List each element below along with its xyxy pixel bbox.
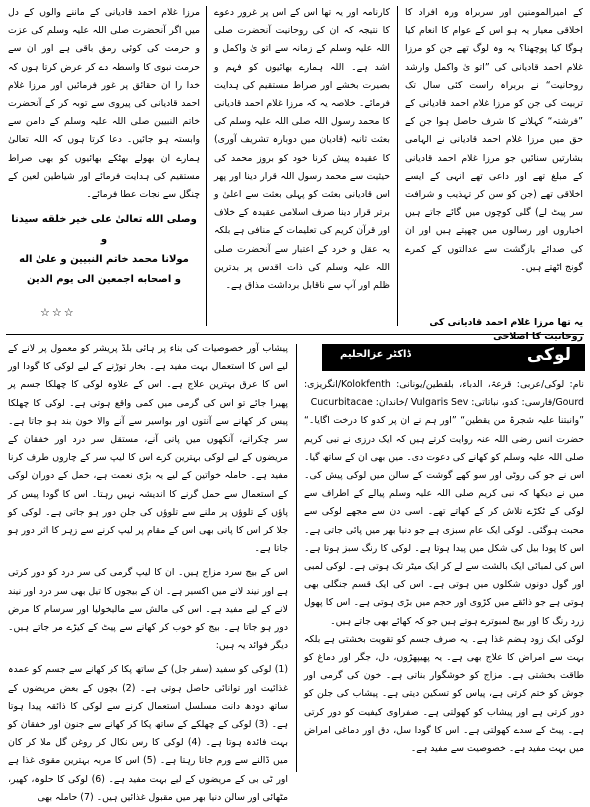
closing-arabic-1: وصلى الله تعالىٰ على خير خلقه سيدنا و bbox=[11, 214, 197, 246]
top-footer-note: یہ تھا مرزا غلام احمد قادیانی کی روحانیت کا اصلاحی bbox=[429, 317, 583, 342]
closing-arabic-2: مولانا محمد خاتم النبيين و علىٰ اله bbox=[19, 254, 189, 266]
article-author: ڈاکٹر عزالحلیم bbox=[340, 349, 411, 360]
closing-arabic-3: و اصحابه اجمعين الى يوم الدين bbox=[27, 274, 181, 286]
article-left-paragraph-3: (1) لوکی کو سفید (سفر جل) کے ساتھ پکا کر کھانے سے جسم کو عمدہ غذائیت اور توانائی حاصل ہوتی ہے۔ (2) بچوں کے بعض مریضوں کے ساتھ دودھ دانت مسلسل استعمال کرنے سے لوکی کا ذائقہ پیدا ہوتا ہے۔ (3) لوکی کے چھلکے کے ساتھ پکا کر کھانے سے جنون اور خفقان کو بہت فائدہ ہوتا ہے۔ (4) لوکی کا رس نکال کر روغن گل ملا کر کان میں ڈالنے سے ورم جاتا رہتا ہے۔ (5) اس کا مربہ بہترین مقوی غذا ہے اور ٹی بی کے مریضوں کے لیے بہت مفید ہے۔ (6) لوکی کا حلوہ، کھیر، مٹھائی اور سالن دنیا بھر میں مقبول غذائیں ہیں۔ (7) حاملہ بھی bbox=[8, 664, 289, 803]
separator-stars: ☆☆☆ bbox=[40, 306, 76, 319]
article-title: لوکی bbox=[526, 345, 571, 365]
top-divider-1 bbox=[397, 6, 398, 326]
top-column-right bbox=[405, 4, 583, 310]
top-column-middle-text: کارنامہ اور یہ تھا اس کے اس پر غرور دعوے کا نتیجہ کہ ان کی روحانیت آنحضرت صلی اللہ علیہ وسلم کے زمانہ سے اتو یٰ واکمل و اشد ہے۔ اللہ ہمارے بھائیوں کو فہم و بصیرت بخشے اور صراط مستقیم کی ہدایت فرمائے۔ خلاصہ یہ کہ مرزا غلام احمد قادیانی کا محمد رسول اللہ صلی اللہ علیہ وسلم کی بعثت ثانیہ (قادیان میں دوبارہ تشریف آوری) کا عقیدہ پیش کرنا خود کو بروز محمد کی حیثیت سے محمد رسول اللہ قرار دینا اور پھر اس قادیانی بعثت کو پہلی بعثت سے اعلیٰ و برتر قرار دینا صرف اسلامی عقیدہ کے خلاف اور قرآن کریم کی تعلیمات کے منافی ہے بلکہ یہ عقل و خرد کے اعتبار سے آنحضرت صلی اللہ علیہ وسلم کی ذات اقدس پر بدترین ظلم اور آپ سے ناقابل برداشت مذاق ہے۔ bbox=[214, 7, 390, 292]
article-divider bbox=[296, 344, 297, 772]
section-divider bbox=[6, 334, 584, 335]
top-divider-2 bbox=[206, 6, 207, 326]
article-left-paragraph-2: اس کے بیج سرد مزاج ہیں۔ ان کا لیپ گرمی کی سر درد کو دور کرتی ہے اور نیند لانے میں اکسیر ہے۔ ان کے بیجوں کا تیل بھی سر درد اور نیند لانے کے لیے مفید ہے۔ اس کی مالش سے مالیخولیا اور سرسام کا مرض دور ہو جاتا ہے۔ بیج کو خوب کر کھانے سے پیٹ کے کیڑے مر جاتے ہیں۔ دیگر فوائد یہ ہیں: bbox=[8, 567, 288, 652]
article-column-right bbox=[304, 376, 584, 772]
top-column-left-text: مرزا غلام احمد قادیانی کے ماننے والوں کے دل میں اگر آنحضرت صلی اللہ علیہ وسلم کی عزت و حرمت کی کوئی رمق باقی ہے اور ان سے حرمت نبوی کا واسطہ دے کر عرض کرتا ہوں کہ خدا را ان حقائق پر غور فرمائیں اور مرزا غلام احمد قادیانی کی پیروی سے توبہ کر کے آنحضرت خاتم النبیین صلی اللہ علیہ وسلم کے دامن سے وابستہ ہو جائیں۔ دعا کرتا ہوں کہ اللہ تعالیٰ ہمارے ان بھولے بھٹکے بھائیوں کو بھی صراط مستقیم کی ہدایت فرمائے اور شیاطین لعین کے چنگل سے نجات عطا فرمائے۔ bbox=[8, 7, 200, 201]
top-column-left bbox=[8, 4, 200, 304]
article-right-paragraph-1: ”وانبتنا علیہ شجرۃ من یقطین“ ”اور ہم نے ان پر کدو کا درخت اگایا۔“ حضرت انس رضی اللہ عنہ روایت کرتے ہیں کہ ایک درزی نے نبی کریم صلی اللہ علیہ وسلم کو کھانے کی دعوت دی۔ میں بھی ان کے ساتھ گیا۔ اس نے جو کی روٹی اور سو کھے گوشت کے سالن میں لوکی پیش کی۔ میں نے دیکھا کہ نبی کریم صلی اللہ علیہ وسلم پیالے کے اطراف سے لوکی کے ٹکڑے تلاش کر کے کھاتے تھے۔ اسی دن سے مجھے لوکی سے محبت ہوگئی۔ لوکی ایک عام سبزی ہے جو دنیا بھر میں پائی جاتی ہے۔ اس کا پودا بیل کی شکل میں پیدا ہوتا ہے۔ لوکی کا رنگ سبز ہوتا ہے۔ اس کی لمبائی ایک بالشت سے لے کر ایک میٹر تک ہوتی ہے۔ لوکی لمبی اور گول دونوں شکلوں میں ہوتی ہے۔ اس کی ایک قسم جنگلی بھی ہوتی ہے جو ذائقے میں کڑوی اور حجم میں بڑی ہوتی ہے۔ اس کا پھول زرد رنگ کا اور بیج لمبوترے ہوتے ہیں جو کہ کھائے بھی جاتے ہیں۔ bbox=[304, 415, 584, 627]
article-column-left bbox=[8, 340, 289, 803]
article-left-paragraph-1: پیشاب آور خصوصیات کی بناء پر ہائی بلڈ پریشر کو معمول پر لانے کے لیے اس کا استعمال بہت مفید ہے۔ بخار توڑنے کے لیے لوکی کا گودا اور اس کا عرق بہترین علاج ہے۔ اس کے علاوہ لوکی کا چھلکا جسم پر پھیرا جائے تو اس کی گرمی میں کمی واقع ہوتی ہے۔ لوکی کا چھلکا پیس کر کھانے سے آنتوں اور بواسیر سے آنے والا خون بند ہو جاتا ہے۔ سر چکرانے، آنکھوں میں پانی آنے، مستقل سر درد اور خفقان کے مریضوں کے لیے لوکی بہترین کرے اس کا لیپ سر کے چاروں طرف کرنا مفید ہے۔ حاملہ خواتین کے لیے یہ بڑی نعمت ہے، حمل کے دوران لوکی کے استعمال سے حمل گرنے کا اندیشہ نہیں رہتا۔ اس کا گودا پیس کر پاؤں کے تلوؤں پر ملنے سے تلوؤں کی جلن دور ہو جاتی ہے۔ لوکی کو جلا کر اس کا پانی بھی اس کے مقام پر لیپ کرنے سے زہر کا اثر دور ہو جاتا ہے۔ bbox=[8, 343, 288, 555]
article-names-line: نام: لوکی/عربی: قرعۃ، الدباء، بلقطین/یونانی: Kolokfenth/انگریزی: Gourd/فارسی: کدو، نباتاتی: Vulgaris Sev /خاندان: Cucurbitacae bbox=[304, 379, 584, 409]
top-column-right-text: کے امیرالمومنین اور سربراہ ورہ افراد کا اخلاقی معیار یہ ہو اس کے عوام کا انعام کیا ہوگا کیا پوچھنا؟ یہ وہ لوگ تھے جن کو مرزا غلام احمد قادیانی کی ”اتو یٰ واکمل وارشد روحانیت“ نے بربراہ راست کئی سال تک تربیت کی جن کو مرزا غلام احمد قادیانی کے ”فرشتہ“ کہلانے کا شرف حاصل ہوا جن کے حق میں مرزا غلام احمد قادیانی نے الہامی بشارتیں سنائیں جو مرزا غلام احمد قادیانی کے مبلغ تھے اور داعی تھے انہی کے ایسے اخلاقی تھے (جن کو سن کر تہذیب و شرافت سر پیٹ لے) گلی کوچوں میں گائے جاتے ہیں اخباروں اور رسالوں میں چھپتے ہیں اور ان کی صدائے بازگشت سے عدالتوں کے کمرے گونج اٹھتے ہیں۔ bbox=[405, 7, 583, 273]
article-right-paragraph-2: لوکی ایک زود ہضم غذا ہے۔ یہ صرف جسم کو تقویت بخشتی ہے بلکہ بہت سے امراض کا علاج بھی ہے۔ یہ پھیپھڑوں، دل، جگر اور دماغ کو طاقت بخشتی ہے۔ مزاج کو خوشگوار بناتی ہے۔ خون کی گرمی اور جوش کو ختم کرتی ہے، پیاس کو تسکین دیتی ہے۔ پیشاب کی جلن کو دور کرتی ہے اور پیشاب کو کھولتی ہے۔ صفراوی کیفیت کو دور کرتی ہے۔ پیٹ کے سدے کھولتی ہے۔ اس کا گودا سل، دق اور دماغی امراض میں بہت مفید ہے۔ خصوصیت سے مفید ہے۔ bbox=[304, 633, 584, 755]
article-banner bbox=[322, 344, 585, 371]
top-column-middle bbox=[214, 4, 390, 326]
